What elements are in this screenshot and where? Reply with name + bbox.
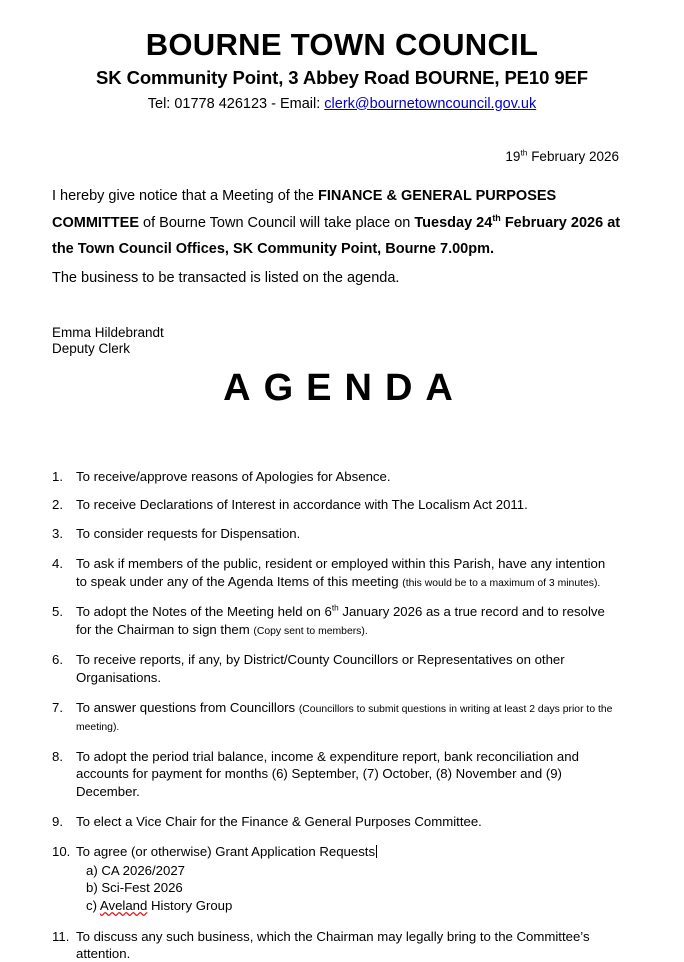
agenda-item-number: 1. <box>52 468 76 485</box>
agenda-item-text-before-sup: To adopt the Notes of the Meeting held on 6 <box>76 604 332 619</box>
agenda-item-note: (Copy sent to members). <box>253 626 367 637</box>
agenda-item-main-text: To ask if members of the public, resident or employed within this Parish, have any intention to speak under any of the Agenda Items of this meeting <box>76 556 605 588</box>
organisation-contact <box>0 95 684 113</box>
agenda-item-number: 9. <box>52 813 76 830</box>
agenda-item-date-suffix: th <box>332 604 339 613</box>
agenda-item <box>52 603 627 638</box>
agenda-item-text-after-sup: January 2026 as a true record and to resolve for the Chairman to sign them <box>76 604 605 636</box>
email-link[interactable]: clerk@bournetowncouncil.gov.uk <box>324 96 536 112</box>
letter-date-rest: February 2026 <box>527 149 619 164</box>
agenda-item-number: 5. <box>52 603 76 620</box>
agenda-item-number: 4. <box>52 555 76 572</box>
agenda-item-text: To receive reports, if any, by District/County Councillors or Representatives on other Organisations. <box>76 651 627 686</box>
notice-meeting-day: Tuesday 24 <box>414 215 492 231</box>
signoff-block <box>52 325 627 359</box>
agenda-item-number: 6. <box>52 651 76 668</box>
agenda-item <box>52 555 627 590</box>
notice-meeting-details: February 2026 at the Town Council Offices, SK Community Point, Bourne 7.00pm. <box>52 215 620 258</box>
agenda-item-number: 10. <box>52 843 76 860</box>
agenda-item-text: To adopt the period trial balance, income & expenditure report, bank reconciliation and accounts for payment for months (6) September, (7) October, (8) November and (9) December. <box>76 748 627 800</box>
organisation-title: BOURNE TOWN COUNCIL <box>0 28 684 61</box>
agenda-item-text: To receive/approve reasons of Apologies for Absence. <box>76 468 627 485</box>
document-body <box>0 149 684 962</box>
agenda-subitem <box>86 897 617 915</box>
agenda-item <box>52 928 627 962</box>
agenda-item-note: (Councillors to submit questions in writing at least 2 days prior to the meeting). <box>76 704 612 733</box>
agenda-item-number: 11. <box>52 928 76 945</box>
agenda-item-main-text: To agree (or otherwise) Grant Application Requests <box>76 844 375 859</box>
agenda-item-text <box>76 603 627 638</box>
spellcheck-flagged-word: Aveland <box>100 898 147 913</box>
agenda-item-text: To receive Declarations of Interest in accordance with The Localism Act 2011. <box>76 496 627 513</box>
notice-meeting-day-suffix: th <box>492 213 500 223</box>
agenda-item-text <box>76 555 627 590</box>
agenda-item-main-text: To answer questions from Councillors <box>76 700 299 715</box>
organisation-address: SK Community Point, 3 Abbey Road BOURNE, PE10 9EF <box>0 67 684 89</box>
agenda-item-number: 2. <box>52 496 76 513</box>
agenda-item-text <box>76 843 627 914</box>
agenda-item <box>52 699 627 734</box>
agenda-item <box>52 651 627 686</box>
agenda-item-text: To elect a Vice Chair for the Finance & General Purposes Committee. <box>76 813 627 830</box>
notice-text-2: of Bourne Town Council will take place on <box>139 215 414 231</box>
signer-name: Emma Hildebrandt <box>52 325 627 342</box>
letter-date-day: 19 <box>505 149 520 164</box>
agenda-item <box>52 813 627 830</box>
agenda-item <box>52 843 627 914</box>
letter-date-suffix: th <box>520 147 527 157</box>
notice-text-1: I hereby give notice that a Meeting of the <box>52 188 318 204</box>
agenda-subitem-suffix: History Group <box>147 898 232 913</box>
agenda-item-number: 3. <box>52 525 76 542</box>
letter-date <box>52 149 627 164</box>
agenda-subitem: b) Sci-Fest 2026 <box>86 879 617 897</box>
agenda-item-number: 8. <box>52 748 76 765</box>
agenda-item-text: To consider requests for Dispensation. <box>76 525 627 542</box>
agenda-list <box>52 468 627 962</box>
agenda-item-number: 7. <box>52 699 76 716</box>
notice-paragraph <box>52 183 627 263</box>
notice-committee-name: FINANCE & GENERAL PURPOSES COMMITTEE <box>52 188 556 231</box>
agenda-heading: AGENDA <box>52 366 627 412</box>
agenda-item <box>52 468 627 485</box>
agenda-item-text <box>76 699 627 734</box>
agenda-item-note: (this would be to a maximum of 3 minutes). <box>402 578 600 589</box>
agenda-item <box>52 496 627 513</box>
agenda-item <box>52 525 627 542</box>
agenda-item-text: To discuss any such business, which the Chairman may legally bring to the Committee’s attention. <box>76 928 627 962</box>
agenda-subitem: a) CA 2026/2027 <box>86 862 617 880</box>
business-statement: The business to be transacted is listed on the agenda. <box>52 268 627 288</box>
telephone-text: Tel: 01778 426123 - Email: <box>148 96 325 112</box>
signer-role: Deputy Clerk <box>52 341 627 358</box>
agenda-subitem-list <box>76 862 617 915</box>
text-cursor-caret <box>376 845 377 858</box>
agenda-subitem-prefix: c) <box>86 898 100 913</box>
agenda-item <box>52 748 627 800</box>
letterhead <box>0 0 684 113</box>
